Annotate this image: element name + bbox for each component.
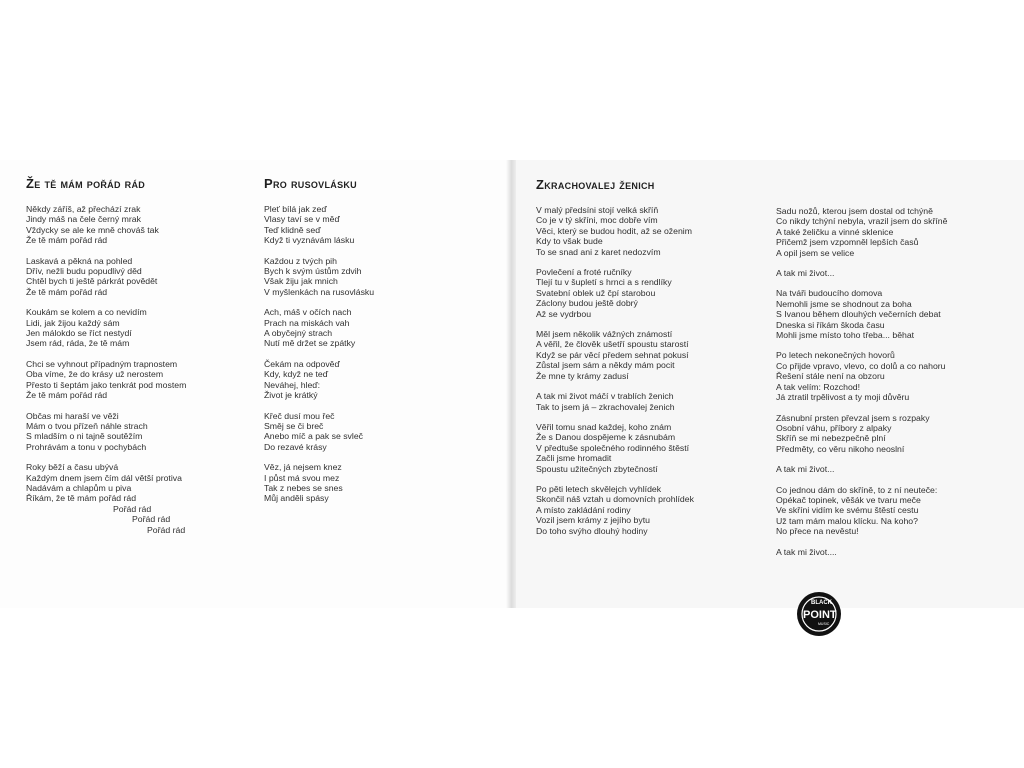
verse-line: V malý předsíni stojí velká skříň <box>536 205 659 215</box>
verse-line: V předtuše společného rodinného štěstí <box>536 442 690 453</box>
verse-line: Už tam mám malou klícku. Na koho? <box>776 515 918 526</box>
verse-line: Bych k svým ústům zdvih <box>264 266 362 277</box>
verse-line: Přičemž jsem vzpomněl lepších časů <box>776 237 919 248</box>
verse-line: Tak z nebes se snes <box>264 482 343 493</box>
stanza <box>26 411 186 453</box>
poem-column-1 <box>26 176 186 535</box>
verse-line: Až se vydrbou <box>536 308 592 319</box>
verse-line: Jen málokdo se říct nestydí <box>26 328 132 339</box>
stanza <box>776 206 947 258</box>
verse-line: Anebo míč a pak se svleč <box>264 431 363 442</box>
verse-line: Věci, který se budou hodit, až se oženim <box>536 225 692 236</box>
verse-line: A obyčejný strach <box>264 328 333 339</box>
logo-text-top: BLACK <box>811 600 832 606</box>
verse-line: Že tě mám pořád rád <box>26 235 108 246</box>
verse-line: Koukám se kolem a co nevidím <box>26 307 147 318</box>
verse-line: Osobní váhu, příbory z alpaky <box>776 422 892 433</box>
stanza <box>536 484 694 536</box>
verse-line: Kdy to však bude <box>536 236 603 247</box>
verse-line: Věz, já nejsem knez <box>264 462 342 473</box>
poem-column-3a <box>536 177 694 536</box>
stanza <box>776 547 947 557</box>
verse-line: Že tě mám pořád rád <box>26 286 108 297</box>
verse-line: Prohrávám a tonu v pochybách <box>26 441 147 452</box>
verse-line: Do rezavé krásy <box>264 441 327 452</box>
verse-line: Řešení stále není na obzoru <box>776 371 885 382</box>
verse-line: Život je krátký <box>264 390 318 401</box>
verse-line: Že s Danou dospějeme k zásnubám <box>536 432 676 443</box>
verse-line: Měl jsem několik vážných známostí <box>536 329 673 340</box>
poem-body <box>264 204 374 504</box>
verse-line: Někdy záříš, až přechází zrak <box>26 204 141 214</box>
poem-column-3b <box>776 196 947 557</box>
verse-line: Laskavá a pěkná na pohled <box>26 255 133 266</box>
verse-line: Když se pár věcí předem sehnat pokusí <box>536 349 689 360</box>
verse-line: Vždycky se ale ke mně chováš tak <box>26 224 159 235</box>
verse-line: Po pěti letech skvělejch vyhlídek <box>536 483 662 494</box>
logo-text-main: POINT <box>803 609 837 621</box>
verse-line: Sadu nožů, kterou jsem dostal od tchýně <box>776 206 933 216</box>
verse-line: Co přijde vpravo, vlevo, co dolů a co nahoru <box>776 360 946 371</box>
verse-line: A tak mi život... <box>776 268 835 279</box>
poem-column-2 <box>264 176 374 504</box>
verse-line: Nutí mě držet se zpátky <box>264 338 356 349</box>
stanza <box>536 205 694 257</box>
verse-line: A věřil, že člověk ušetří spoustu starostí <box>536 339 689 350</box>
verse-line: Teď klidně seď <box>264 224 321 235</box>
stanza <box>776 288 947 340</box>
stanza <box>264 256 374 298</box>
stanza <box>26 359 186 401</box>
verse-line: Jindy máš na čele černý mrak <box>26 214 141 225</box>
stanza <box>536 267 694 319</box>
verse-line: Ach, máš v očích nach <box>264 307 352 318</box>
verse-line: Ve skříni vidím ke svému štěstí cestu <box>776 505 919 516</box>
verse-line: Neváhej, hleď: <box>264 379 321 390</box>
verse-line: Mohli jsme místo toho třeba... běhat <box>776 330 915 341</box>
verse-line: Vlasy taví se v měď <box>264 214 340 225</box>
verse-line: A opil jsem se velice <box>776 247 855 258</box>
verse-line: Tlejí tu v šupletí s hrnci a s rendlíky <box>536 277 672 288</box>
verse-line: Nadávám a chlapům u piva <box>26 482 132 493</box>
verse-line: Spoustu užitečných zbytečností <box>536 463 658 474</box>
verse-line: No přece na nevěstu! <box>776 526 859 537</box>
stanza <box>264 411 374 453</box>
verse-line: Na tváři budoucího domova <box>776 288 883 299</box>
verse-line: Začli jsme hromadit <box>536 453 612 464</box>
verse-line: Skříň se mi nebezpečně plní <box>776 433 886 444</box>
verse-line: A tak mi život máčí v trablích ženich <box>536 391 674 402</box>
verse-line: Přesto ti šeptám jako tenkrát pod mostem <box>26 379 187 390</box>
verse-line: Do toho svýho dlouhý hodiny <box>536 525 648 536</box>
verse-line: Předměty, co věru nikoho neoslní <box>776 443 905 454</box>
stanza <box>26 204 186 246</box>
verse-line: Povlečení a froté ručníky <box>536 267 632 278</box>
verse-line: Však žiju jak mnich <box>264 276 338 287</box>
verse-line: Po letech nekonečných hovorů <box>776 350 895 361</box>
verse-line: Že tě mám pořád rád <box>26 390 108 401</box>
verse-line: Čekám na odpověď <box>264 358 340 369</box>
verse-line: Skončil náš vztah u domovních prohlídek <box>536 494 694 505</box>
stanza <box>536 329 694 381</box>
verse-line: Nemohli jsme se shodnout za boha <box>776 298 912 309</box>
verse-line: Svatební oblek už čpí starobou <box>536 287 656 298</box>
verse-line: Mám o tvou přízeň náhle strach <box>26 420 148 431</box>
verse-line: Tak to jsem já – zkrachovalej ženich <box>536 401 675 412</box>
verse-line: Vozil jsem krámy z jejího bytu <box>536 515 650 526</box>
verse-line: Pořád rád <box>113 503 152 514</box>
verse-line: Zásnubní prsten převzal jsem s rozpaky <box>776 412 930 423</box>
stanza <box>26 462 186 535</box>
poem-body <box>26 204 186 535</box>
poem-body <box>536 205 694 536</box>
stanza <box>776 350 947 402</box>
verse-line: Když ti vyznávám lásku <box>264 235 355 246</box>
black-point-logo <box>796 591 842 637</box>
verse-line: Že mne ty krámy zadusí <box>536 370 629 381</box>
verse-line: S mladším o ni tajně soutěžím <box>26 431 143 442</box>
stanza <box>776 485 947 537</box>
verse-line: Pořád rád <box>147 524 186 535</box>
verse-line: A tak mi život.... <box>776 546 837 557</box>
stanza <box>26 307 186 349</box>
poem-title: Zkrachovalej ženich <box>536 177 655 192</box>
verse-line: Kdy, když ne teď <box>264 369 329 380</box>
verse-line: S Ivanou během dlouhých večerních debat <box>776 309 941 320</box>
verse-line: Co je v tý skříni, moc dobře vím <box>536 215 658 226</box>
verse-line: Zůstal jsem sám a někdy mám pocit <box>536 360 675 371</box>
verse-line: Oba víme, že do krásy už nerostem <box>26 369 164 380</box>
poem-body <box>776 206 947 557</box>
book-spine <box>506 160 516 608</box>
poem-title: Pro rusovlásku <box>264 176 357 191</box>
verse-line: Říkám, že tě mám pořád rád <box>26 493 137 504</box>
stanza <box>264 204 374 246</box>
verse-line: Věřil tomu snad každej, koho znám <box>536 421 672 432</box>
verse-line: Opékač topinek, věšák ve tvaru meče <box>776 494 921 505</box>
verse-line: V myšlenkách na rusovlásku <box>264 286 375 297</box>
stanza <box>26 256 186 298</box>
verse-line: Můj anděli spásy <box>264 493 329 504</box>
stanza <box>776 268 947 278</box>
verse-line: Co jednou dám do skříně, to z ní neuteče: <box>776 484 938 495</box>
stanza <box>264 307 374 349</box>
stanza <box>536 391 694 412</box>
verse-line: Každou z tvých pih <box>264 255 337 266</box>
verse-line: A tak mi život... <box>776 464 835 475</box>
verse-line: Záclony budou ještě dobrý <box>536 298 638 309</box>
verse-line: Pleť bílá jak zeď <box>264 204 327 214</box>
verse-line: Každým dnem jsem čím dál větší protiva <box>26 472 182 483</box>
verse-line: Křeč dusí mou řeč <box>264 410 335 421</box>
stanza <box>536 422 694 474</box>
verse-line: Jsem rád, ráda, že tě mám <box>26 338 130 349</box>
verse-line: A tak velím: Rozchod! <box>776 381 861 392</box>
logo-text-small: MUSIC <box>818 622 830 626</box>
verse-line: To se snad ani z karet nedozvím <box>536 246 661 257</box>
verse-line: Lidi, jak žijou každý sám <box>26 317 120 328</box>
stanza <box>264 462 374 504</box>
verse-line: Občas mi haraší ve věži <box>26 410 119 421</box>
verse-line: A místo zakládání rodiny <box>536 504 631 515</box>
verse-line: Chtěl bych ti ještě párkrát povědět <box>26 276 158 287</box>
stanza <box>776 464 947 474</box>
verse-line: Prach na miskách vah <box>264 317 350 328</box>
verse-line: A také želičku a vinné sklenice <box>776 226 894 237</box>
verse-line: Roky běží a času ubývá <box>26 462 119 473</box>
verse-line: Dneska si říkám škoda času <box>776 319 885 330</box>
verse-line: Dřív, nežli budu popudlivý děd <box>26 266 142 277</box>
verse-line: Chci se vyhnout případným trapnostem <box>26 358 178 369</box>
verse-line: Já ztratil trpělivost a ty moji důvěru <box>776 392 910 403</box>
verse-line: Pořád rád <box>132 514 171 525</box>
verse-line: Směj se či breč <box>264 420 324 431</box>
verse-line: I půst má svou mez <box>264 472 340 483</box>
stanza <box>264 359 374 401</box>
stanza <box>776 413 947 455</box>
poem-title: Že tě mám pořád rád <box>26 176 146 191</box>
verse-line: Co nikdy tchýní nebyla, vrazil jsem do skříně <box>776 216 948 227</box>
